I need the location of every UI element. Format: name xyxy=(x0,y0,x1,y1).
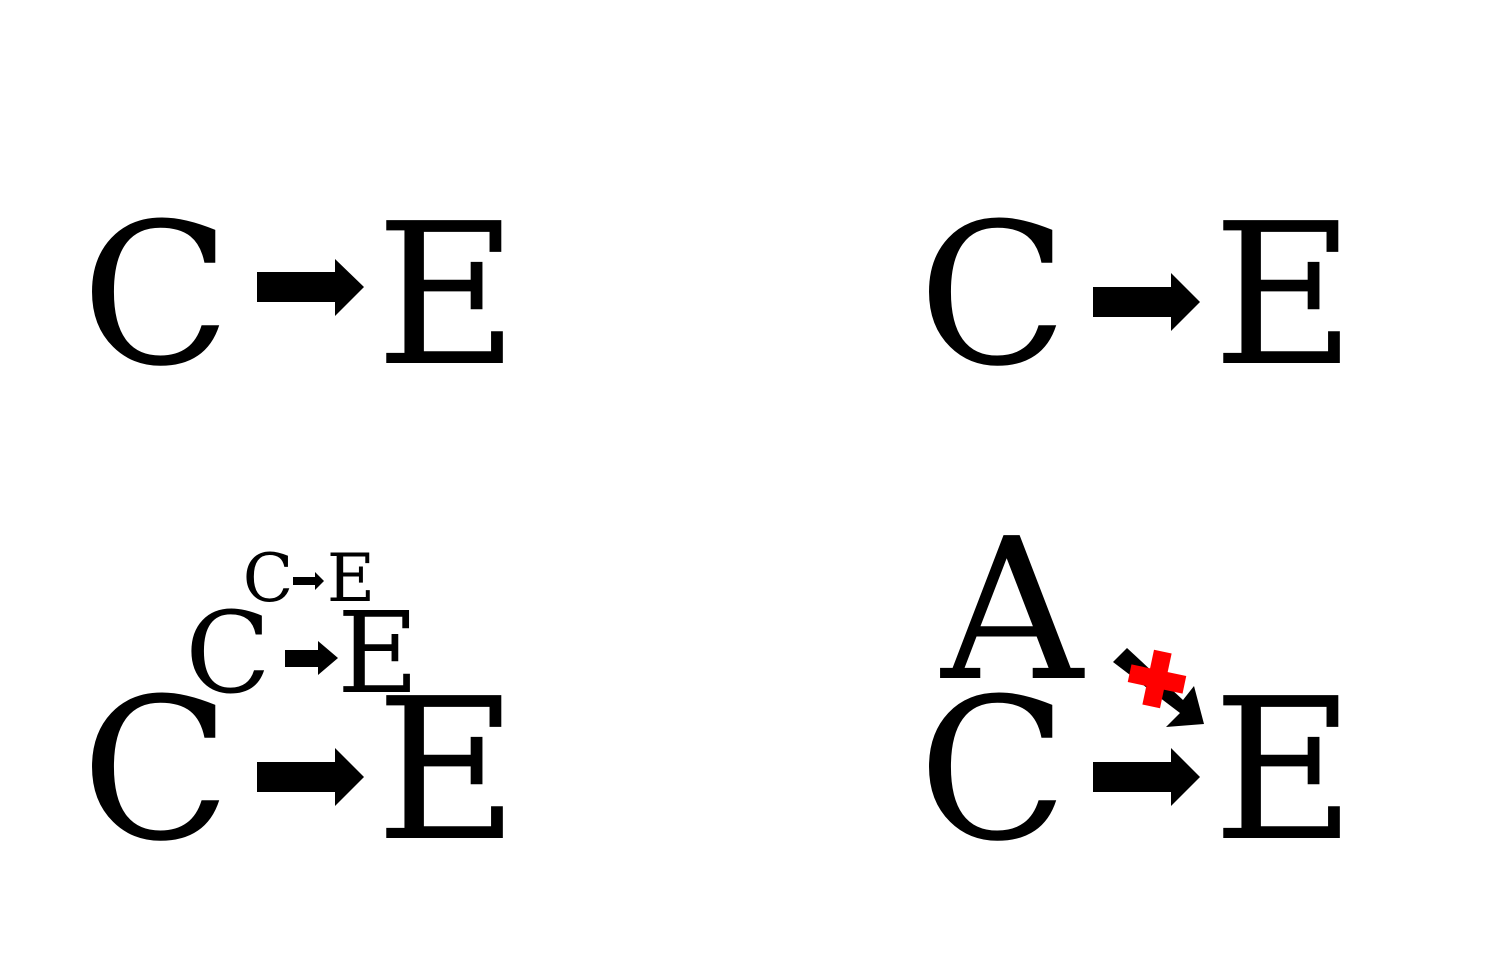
effect-letter-medium: E xyxy=(337,589,419,719)
effect-letter: E xyxy=(1212,657,1356,885)
right-arrow-icon xyxy=(293,572,324,590)
large-causal-pair xyxy=(81,657,519,885)
cause-letter-large: C xyxy=(81,657,231,885)
right-arrow-icon xyxy=(257,259,364,316)
alternative-letter: A xyxy=(941,497,1083,725)
cause-letter: C xyxy=(918,657,1068,885)
right-arrow-icon xyxy=(257,748,364,806)
right-arrow-icon xyxy=(1093,273,1200,331)
cause-letter: C xyxy=(918,182,1068,410)
effect-letter: E xyxy=(1212,182,1356,410)
panel-bottom-right xyxy=(918,497,1356,885)
right-arrow-icon xyxy=(1093,748,1200,806)
cause-letter-small: C xyxy=(242,540,294,617)
effect-letter-large: E xyxy=(375,657,519,885)
panel-top-left xyxy=(81,182,519,410)
cause-letter-medium: C xyxy=(185,589,271,719)
effect-letter: E xyxy=(375,182,519,410)
right-arrow-icon xyxy=(285,641,338,675)
panel-top-right xyxy=(918,182,1356,410)
effect-letter-small: E xyxy=(326,540,376,617)
cause-letter: C xyxy=(81,182,231,410)
panel-bottom-left xyxy=(81,540,519,885)
